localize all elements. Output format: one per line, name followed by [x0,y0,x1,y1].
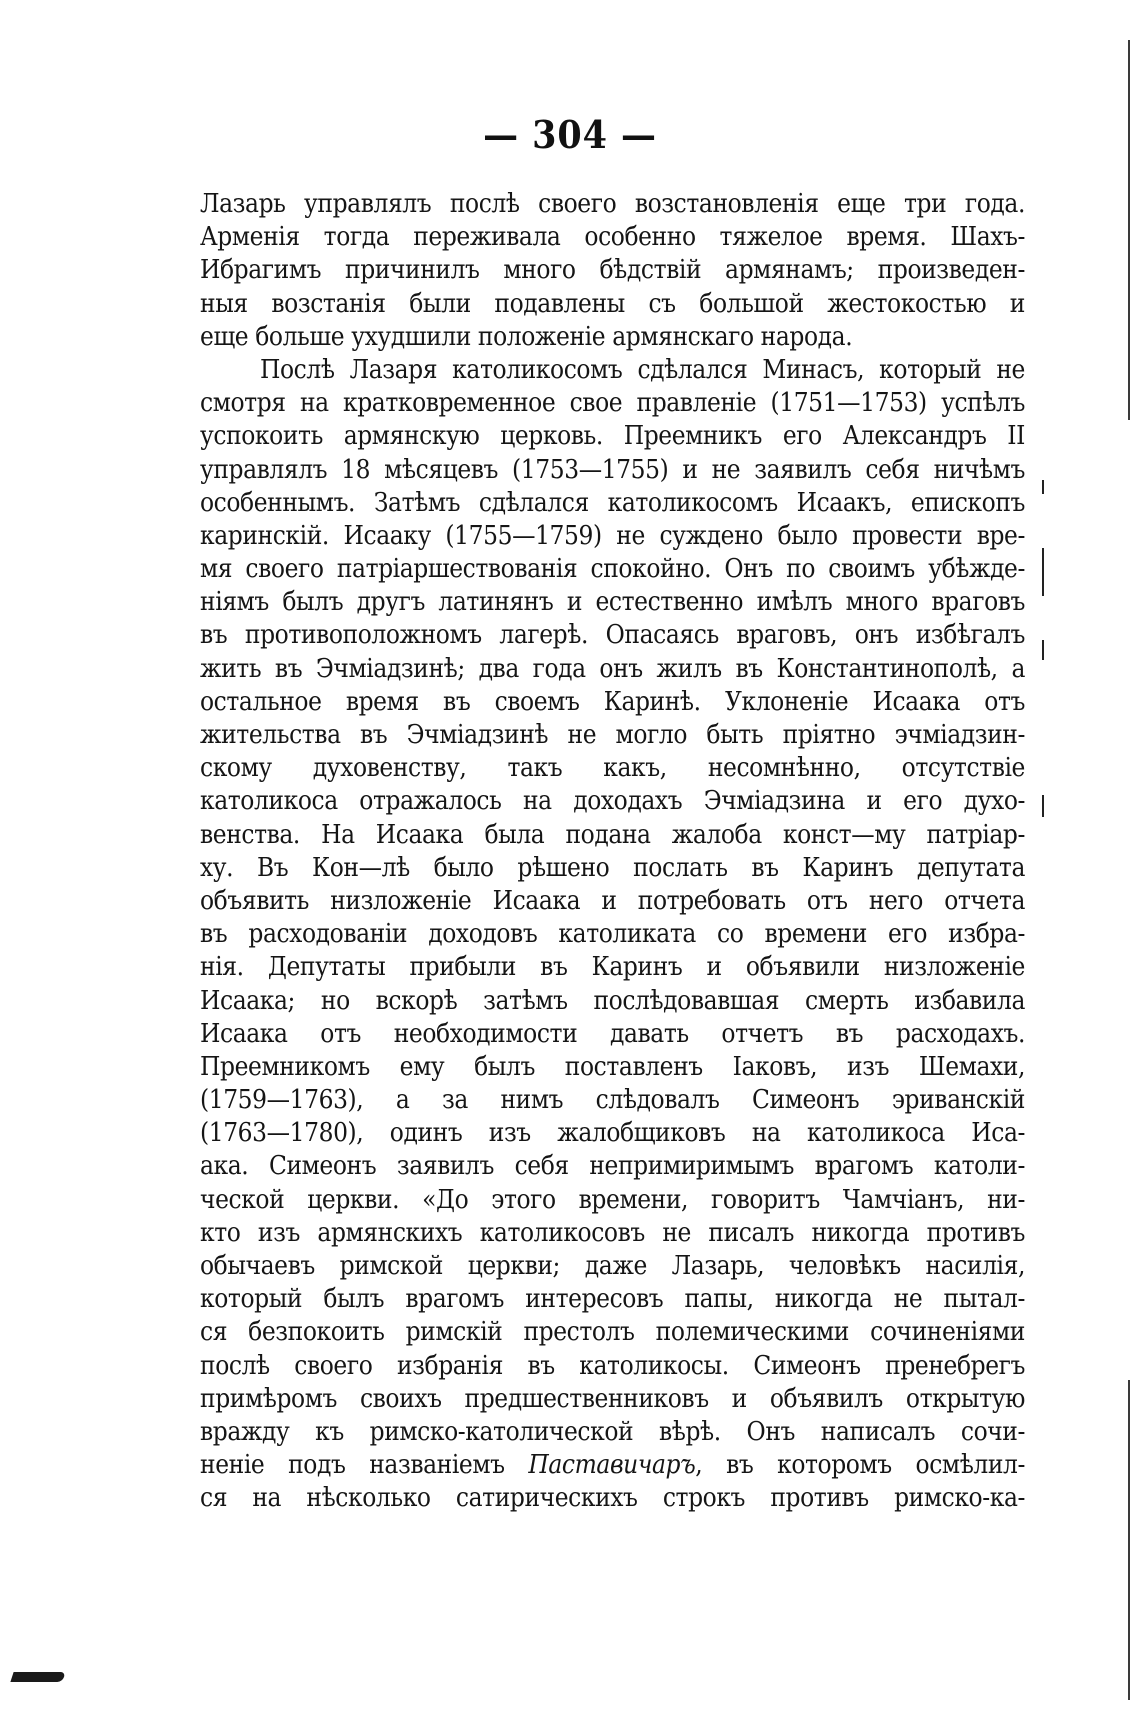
text-line: въ расходованіи доходовъ католиката со времени его избра- [200,919,1025,950]
text-line: скому духовенству, такъ какъ, несомнѣнно, отсутствіе [200,753,1025,784]
text-line: смотря на кратковременное свое правленіе (1751—1753) успѣлъ [200,388,1025,419]
scan-artifact-mark [1042,795,1044,817]
text-line: венства. На Исаака была подана жалоба конст—му патріар- [200,819,1025,850]
text-line: жительства въ Эчміадзинѣ не могло быть пріятно эчміадзин- [200,720,1025,750]
body-text [200,188,1025,1516]
text-line: ака. Симеонъ заявилъ себя непримиримымъ врагомъ католи- [200,1151,1025,1182]
text-line: Лазарь управлялъ послѣ своего возстановленія еще три года. [200,189,1025,219]
text-line-with-title [200,1449,1025,1482]
text-line: нія. Депутаты прибыли въ Каринъ и объявили низложеніе [200,952,1025,983]
text-line: ныя возстанія были подавлены съ большой жестокостью и [200,288,1025,319]
text-line: ся на нѣсколько сатирическихъ строкъ противъ римско-ка- [200,1483,1025,1514]
text-line: (1759—1763), а за нимъ слѣдовалъ Симеонъ эриванскій [200,1085,1025,1116]
text-line: Преемникомъ ему былъ поставленъ Іаковъ, изъ Шемахи, [200,1051,1025,1082]
text-fragment: неніе подъ названіемъ [200,1450,529,1481]
text-line: вражду къ римско-католической вѣрѣ. Онъ написалъ сочи- [200,1416,1025,1447]
text-line: Исаака отъ необходимости давать отчетъ въ расходахъ. [200,1018,1025,1049]
text-line: ся безпокоить римскій престолъ полемическими сочиненіями [200,1317,1025,1348]
text-line: примѣромъ своихъ предшественниковъ и объявилъ открытую [200,1383,1025,1414]
text-line: послѣ своего избранія въ католикосы. Симеонъ пренебрегъ [200,1350,1025,1381]
text-line: обычаевъ римской церкви; даже Лазарь, человѣкъ насилія, [200,1251,1025,1281]
text-line: еще больше ухудшили положеніе армянскаго народа. [200,321,853,352]
text-line: каринскій. Исааку (1755—1759) не суждено было провести вре- [200,520,1025,551]
text-line: особеннымъ. Затѣмъ сдѣлался католикосомъ Исаакъ, епископъ [200,487,1025,518]
paragraph-first-line: Послѣ Лазаря католикосомъ сдѣлался Минасъ, который не [260,354,1025,385]
text-line: ческой церкви. «До этого времени, говоритъ Чамчіанъ, ни- [200,1184,1025,1215]
page-number: — 304 — [483,112,657,157]
scan-corner-smudge [10,1672,65,1682]
text-line: католикоса отражалось на доходахъ Эчміадзина и его духо- [200,786,1025,817]
text-line: ніямъ былъ другъ латинянъ и естественно имѣлъ много враговъ [200,587,1025,618]
italic-work-title: Паставичаръ [528,1450,696,1481]
text-line: Исаака; но вскорѣ затѣмъ послѣдовавшая смерть избавила [200,985,1025,1016]
scan-artifact-mark [1042,640,1044,660]
scan-artifact-mark [1042,548,1044,596]
text-line: Ибрагимъ причинилъ много бѣдствій армянамъ; произведен- [200,255,1025,286]
text-line: объявить низложеніе Исаака и потребовать отъ него отчета [200,885,1025,916]
text-line: мя своего патріаршествованія спокойно. Онъ по своимъ убѣжде- [200,554,1025,585]
text-line: ху. Въ Кон—лѣ было рѣшено послать въ Каринъ депутата [200,852,1025,883]
text-line: жить въ Эчміадзинѣ; два года онъ жилъ въ Константинополѣ, а [200,653,1025,684]
text-line: кто изъ армянскихъ католикосовъ не писалъ никогда противъ [200,1217,1025,1248]
text-line: Арменія тогда переживала особенно тяжелое время. Шахъ- [200,222,1025,253]
text-line: (1763—1780), одинъ изъ жалобщиковъ на католикоса Иса- [200,1118,1025,1149]
text-line: который былъ врагомъ интересовъ папы, никогда не пытал- [200,1284,1025,1315]
scan-edge-line [1128,1380,1130,1700]
text-line: въ противоположномъ лагерѣ. Опасаясь враговъ, онъ избѣгалъ [200,620,1025,651]
text-line: управлялъ 18 мѣсяцевъ (1753—1755) и не заявилъ себя ничѣмъ [200,454,1025,485]
scan-artifact-mark [1042,480,1044,494]
text-line: успокоить армянскую церковь. Преемникъ его Александръ II [200,421,1025,452]
scan-edge-line [1128,40,1130,420]
text-fragment: , въ которомъ осмѣлил- [695,1450,1025,1481]
text-line: остальное время въ своемъ Каринѣ. Уклоненіе Исаака отъ [200,686,1025,717]
